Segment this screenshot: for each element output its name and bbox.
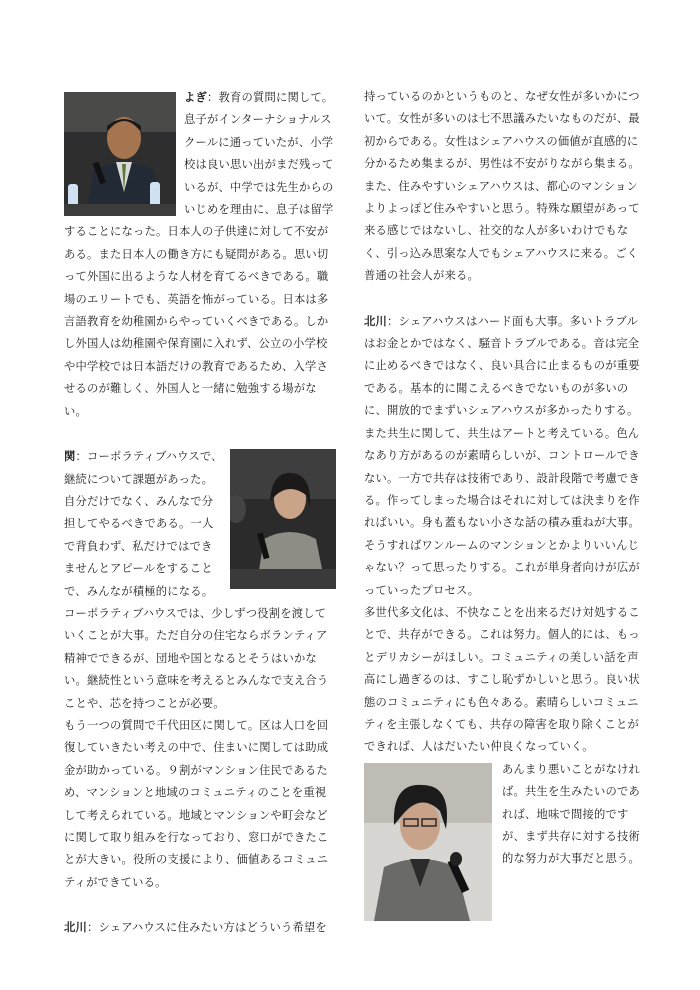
- photo-yogi: [64, 92, 176, 216]
- speaker-photo-illustration: [64, 92, 176, 216]
- seki-text-2: もう一つの質問で千代田区に関して。区は人口を回復していきたい考えの中で、住まいに関しては助成金が助かっている。９割がマンション住民であるため、マンションと地域のコミュニティのことを重視して考えられている。地域とマンションや町会などに関して取り組みを行なっており、窓口ができたことが大きい。役所の支援により、価値あるコミュニティができている。: [64, 718, 329, 889]
- photo-seki: [230, 449, 336, 589]
- continued-text: 持っているのかというものと、なぜ女性が多いかについて。女性が多いのは七不思議みたいなものだが、最初からである。女性はシェアハウスの価値が直感的に分かるため集まるが、男性は不安がりながら集まる。また、住みやすいシェアハウスは、都心のマンションよりよっぽど住みやすいと思う。特殊な願望があって来る感じではないし、社交的な人が多いわけでもなく、引っ込み思案な人でもシェアハウスに来る。ごく普通の社会人が来る。: [364, 90, 640, 283]
- kitagawa-text-2: 多世代多文化は、不快なことを出来るだけ対処することで、共存ができる。これは努力。個人的には、もっとデリカシーがほしい。コミュニティの美しい話を声高にし過ぎるのは、すこし恥ずかしいと思う。良い状態のコミュニティにも色々ある。素晴らしいコミュニティを主張しなくても、共存の障害を取り除くことができれば、人はだいたい仲良くなっていく。: [364, 605, 640, 754]
- speaker-name-yogi: よぎ: [184, 90, 207, 104]
- speaker-name-seki: 関: [64, 449, 76, 464]
- speaker-name-kitagawa: 北川: [364, 313, 387, 328]
- seki-text: ：コーポラティブハウスで、継続について課題があった。自分だけでなく、みんなで分担してやるべきである。一人で背負わず、私だけではできませんとアピールをすることで、みんなが積極的になる。コーポラティブハウスでは、少しずつ役割を渡していくことが大事。ただ自分の住宅ならボランティア精神でできるが、団地や国となるとそうはいかない。継続性という意味を考えるとみんなで支え合うことや、芯を持つことが必要。: [64, 450, 329, 710]
- yogi-text: ：教育の質問に関して。息子がインターナショナルスクールに通っていたが、小学校は良い思い出がまだ残っているが、中学では先生からのいじめを理由に、息子は留学することになった。日本人の子供達に対して不安がある。また日本人の働き方にも疑問がある。思い切って外国に出るような人材を育てるべきである。職場のエリートでも、英語を怖がっている。日本は多言語教育を幼稚園からやっていくべきである。しかし外国人は幼稚園や保育園に入れず、公立の小学校や中学校では日本語だけの教育であるため、入学させるのが難しく、外国人と一緒に勉強する場がない。: [64, 91, 334, 418]
- kitagawa-text-right: ：シェアハウスはハード面も大事。多いトラブルはお金とかではなく、騒音トラブルである。音は完全に止めるべきではなく、良い具合に止まるものが重要である。基本的に聞こえるべきでないものが多いのに、開放的でまずいシェアハウスが多かったりする。また共生に関して、共生はアートと考えている。色んなあり方があるのが素晴らしいが、コントロールできない。一方で共存は技術であり、設計段階で考慮できる。作ってしまった場合はそれに対しては決まりを作ればいい。身も蓋もない小さな話の積み重ねが大事。そうすればワンルームのマンションとかよりいいんじゃない？って思ったりする。これが単身者向けが広がっていったプロセス。: [364, 314, 640, 597]
- right-column: [364, 86, 646, 921]
- kitagawa-paragraph-right: [364, 310, 646, 602]
- photo-kitagawa: [364, 763, 492, 921]
- left-column: [64, 86, 336, 940]
- speaker-photo-illustration: [364, 763, 492, 921]
- kitagawa-text-3: あんまり悪いことがなければ。共生を生みたいのであれば、地味で間接的ですが、まず共存に対する技術的な努力が大事だと思う。: [502, 762, 640, 866]
- speaker-name-kitagawa: 北川: [64, 920, 87, 935]
- kitagawa-text-left: ：シェアハウスに住みたい方はどういう希望を: [87, 921, 327, 935]
- kitagawa-paragraph-left: [64, 916, 336, 939]
- speaker-photo-illustration: [230, 449, 336, 589]
